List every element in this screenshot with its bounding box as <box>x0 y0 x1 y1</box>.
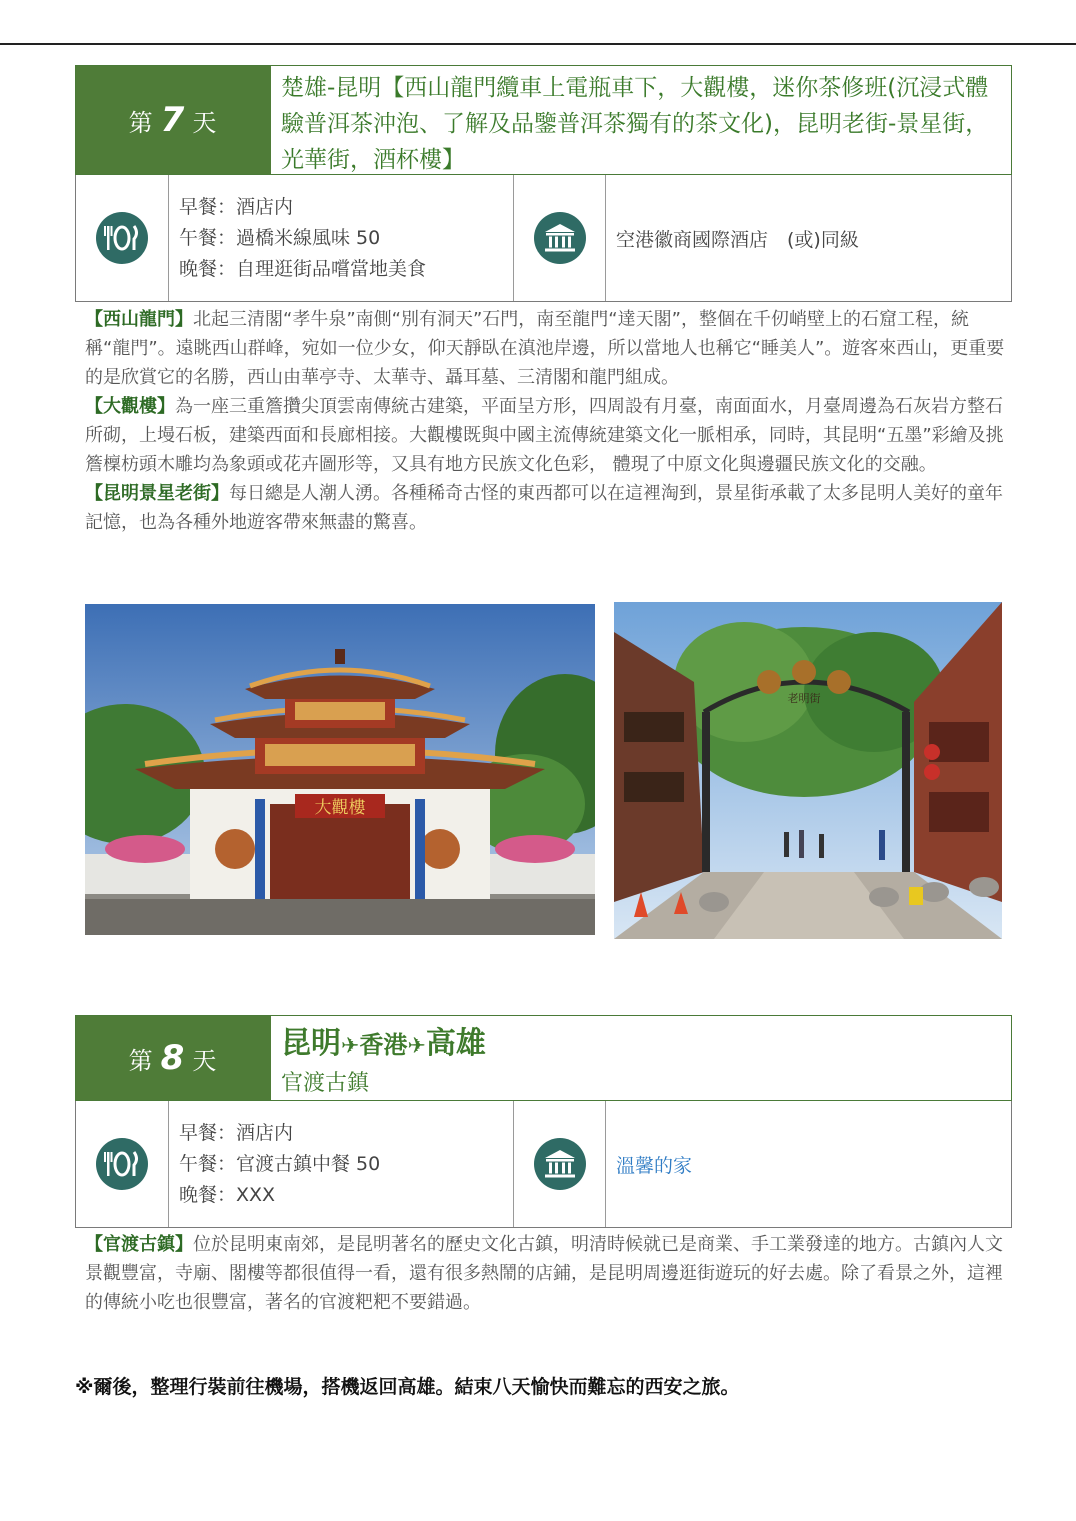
dinner-text: 晚餐：XXX <box>179 1183 276 1206</box>
day-prefix: 第 <box>128 108 155 137</box>
pavilion-sign: 大觀樓 <box>314 798 366 818</box>
meal-cell <box>76 175 169 301</box>
day-prefix: 第 <box>128 1046 155 1075</box>
route-via: 香港 <box>359 1031 408 1059</box>
day-suffix: 天 <box>192 1046 219 1075</box>
street-arch-sign: 老明街 <box>787 692 821 705</box>
hotel-building-icon <box>534 1138 586 1190</box>
jingxing-street-photo <box>614 602 1002 939</box>
day-number: 7 <box>160 100 187 140</box>
top-rule <box>0 43 1076 45</box>
daguan-pavilion-photo <box>85 604 595 935</box>
dinner-text: 晚餐：自理逛街品嚐當地美食 <box>179 257 427 280</box>
utensils-icon <box>96 1138 148 1190</box>
meal-cell <box>76 1101 169 1227</box>
day-8-header <box>75 1015 1012 1101</box>
day-7-header <box>75 65 1012 175</box>
day-7-block <box>75 65 1012 302</box>
day-7-hotel: 空港徽商國際酒店 (或)同級 <box>616 228 859 251</box>
day-8-block <box>75 1015 1012 1228</box>
day-8-title <box>271 1016 1011 1100</box>
day-number: 8 <box>160 1038 187 1078</box>
description-text: 位於昆明東南郊，是昆明著名的歷史文化古鎮，明清時候就已是商業、手工業發達的地方。古鎮內人文景觀豐富，寺廟、閣樓等都很值得一看，還有很多熱鬧的店鋪，是昆明周邊逛街遊玩的好去處。除了看景之外，這裡的傳統小吃也很豐富，著名的官渡粑粑不要錯過。 <box>85 1234 1003 1313</box>
day-7-title: 楚雄-昆明【西山龍門纜車上電瓶車下，大觀樓，迷你茶修班(沉浸式體驗普洱茶沖泡、了解及品鑒普洱茶獨有的茶文化)，昆明老街-景星街，光華街，酒杯樓】 <box>281 75 989 173</box>
description-paragraph <box>85 1230 1005 1317</box>
plane-icon: ✈ <box>407 1034 426 1059</box>
description-keyword: 【西山龍門】 <box>85 309 193 330</box>
day-7-meals <box>169 175 514 301</box>
route-origin: 昆明 <box>281 1026 341 1061</box>
day-7-info-row <box>75 175 1012 302</box>
day-7-label <box>76 66 271 174</box>
day-8-descriptions <box>85 1230 1005 1317</box>
description-keyword: 【昆明景星老街】 <box>85 483 229 504</box>
breakfast-text: 早餐：酒店内 <box>179 195 294 218</box>
description-paragraph <box>85 392 1005 479</box>
day-8-info-row <box>75 1101 1012 1228</box>
day-8-label <box>76 1016 271 1100</box>
description-paragraph <box>85 305 1005 392</box>
hotel-cell <box>514 1101 606 1227</box>
route-destination: 高雄 <box>425 1026 486 1061</box>
description-paragraph <box>85 479 1005 537</box>
day-7-descriptions <box>85 305 1005 537</box>
day-8-subtitle: 官渡古鎮 <box>281 1071 370 1096</box>
description-keyword: 【官渡古鎮】 <box>85 1234 193 1255</box>
description-text: 為一座三重簷攢尖頂雲南傳統古建築，平面呈方形，四周設有月臺，南面面水，月臺周邊為石灰岩方整石所砌，上墁石板，建築西面和長廊相接。大觀樓既與中國主流傳統建築文化一脈相承，同時，其昆明“五墨”彩繪及挑簷檁枋頭木雕均為象頭或花卉圖形等，又具有地方民族文化色彩， 體現了中原文化與邊疆民族文化的交融。 <box>85 396 1004 475</box>
description-text: 北起三清閣“孝牛泉”南側“別有洞天”石門，南至龍門“達天閣”，整個在千仞峭壁上的石窟工程，統稱“龍門”。遠眺西山群峰，宛如一位少女，仰天靜臥在滇池岸邊，所以當地人也稱它“睡美人”。遊客來西山，更重要的是欣賞它的名勝，西山由華亭寺、太華寺、聶耳墓、三清閣和龍門組成。 <box>85 309 1005 388</box>
route-line <box>281 1022 1001 1069</box>
lunch-text: 午餐：過橋米線風味 50 <box>179 226 381 249</box>
breakfast-text: 早餐：酒店内 <box>179 1121 294 1144</box>
utensils-icon <box>96 212 148 264</box>
day-suffix: 天 <box>192 108 219 137</box>
hotel-cell <box>514 175 606 301</box>
description-keyword: 【大觀樓】 <box>85 396 175 417</box>
lunch-text: 午餐：官渡古鎮中餐 50 <box>179 1152 381 1175</box>
day-8-meals <box>169 1101 514 1227</box>
description-text: 每日總是人潮人湧。各種稀奇古怪的東西都可以在這裡淘到，景星街承載了太多昆明人美好的童年記憶，也為各種外地遊客帶來無盡的驚喜。 <box>85 483 1003 533</box>
plane-icon: ✈ <box>341 1034 360 1059</box>
closing-note: ※爾後，整理行裝前往機場，搭機返回高雄。結束八天愉快而難忘的西安之旅。 <box>75 1376 740 1398</box>
day-8-hotel: 溫馨的家 <box>616 1154 693 1177</box>
hotel-building-icon <box>534 212 586 264</box>
